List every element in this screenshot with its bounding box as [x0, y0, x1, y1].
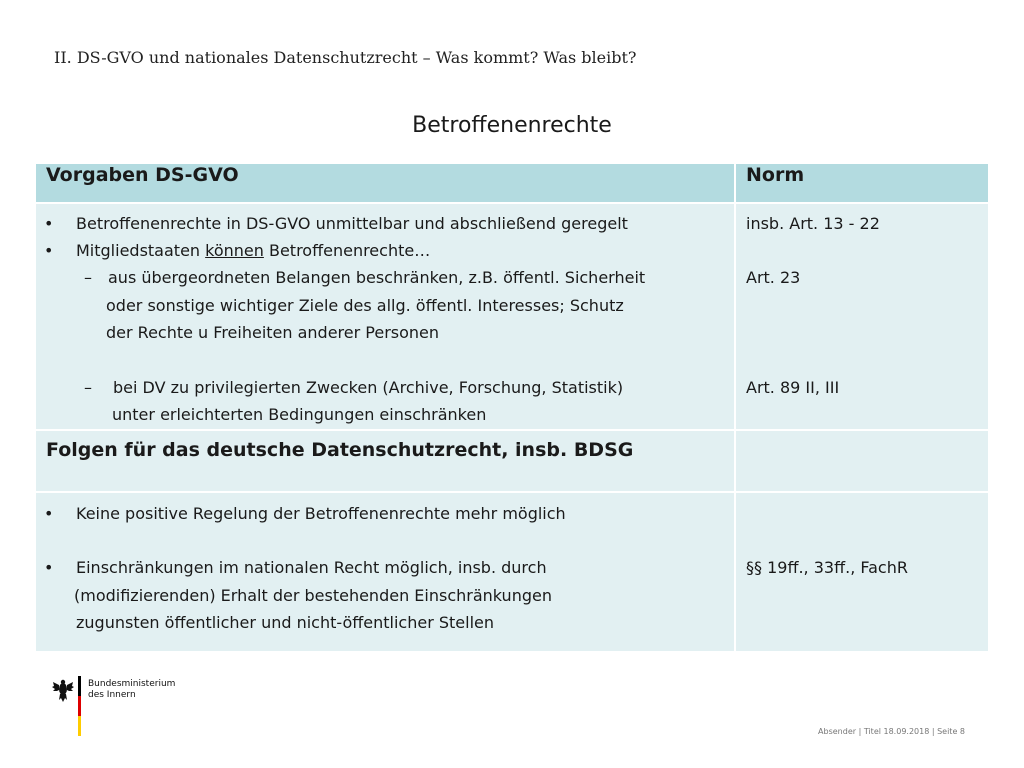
table-row	[35, 492, 989, 652]
logo-text	[88, 679, 175, 701]
col1-header: Vorgaben DS-GVO	[46, 164, 239, 186]
flag-black-stripe	[78, 676, 81, 696]
bullet-icon: •	[44, 504, 54, 523]
section1-norm-cell	[735, 203, 989, 430]
section2-header-empty-cell	[735, 430, 989, 492]
section2-norm1: §§ 19ff., 33ff., FachR	[746, 558, 908, 577]
table-row	[35, 203, 989, 430]
section2-header-row	[35, 430, 989, 492]
slide-title: Betroffenenrechte	[412, 113, 612, 138]
section1-dash1-line1: aus übergeordneten Belangen beschränken, z.B. öffentl. Sicherheit	[108, 268, 646, 287]
bullet2-pre: Mitgliedstaaten	[76, 241, 206, 260]
section2-header-cell	[35, 430, 735, 492]
col2-header: Norm	[746, 164, 805, 186]
footer-meta: Absender | Titel 18.09.2018 | Seite 8	[818, 727, 965, 736]
bullet-icon: •	[44, 558, 54, 577]
bullet2-post: Betroffenenrechte…	[263, 241, 431, 260]
dash-icon: –	[84, 378, 92, 397]
dash-icon: –	[84, 268, 92, 287]
header-cell-vorgaben	[35, 163, 735, 203]
section2-bullet1: Keine positive Regelung der Betroffenenrechte mehr möglich	[76, 504, 566, 523]
table-header-row	[35, 163, 989, 203]
section1-dash2-line2: unter erleichterten Bedingungen einschränken	[112, 405, 487, 424]
flag-gold-stripe	[78, 716, 81, 736]
section1-bullet1: Betroffenenrechte in DS-GVO unmittelbar und abschließend geregelt	[76, 214, 628, 233]
federal-eagle-icon	[52, 678, 74, 704]
section1-norm3: Art. 89 II, III	[746, 378, 840, 397]
header-cell-norm	[735, 163, 989, 203]
header-title: II. DS-GVO und nationales Datenschutzrecht – Was kommt? Was bleibt?	[54, 48, 637, 67]
section1-norm1: insb. Art. 13 - 22	[746, 214, 880, 233]
section1-norm2: Art. 23	[746, 268, 801, 287]
section1-content-cell	[35, 203, 735, 430]
section1-dash1-line3: der Rechte u Freiheiten anderer Personen	[106, 323, 440, 342]
section2-header: Folgen für das deutsche Datenschutzrecht, insb. BDSG	[46, 439, 634, 461]
section2-norm-cell	[735, 492, 989, 652]
section2-content-cell	[35, 492, 735, 652]
logo-line1: Bundesministerium	[88, 679, 176, 689]
flag-bar	[78, 676, 81, 736]
bullet2-underlined: können	[205, 241, 264, 260]
section1-bullet2	[76, 237, 430, 264]
bullet-icon: •	[44, 241, 54, 260]
section2-bullet2-line1: Einschränkungen im nationalen Recht möglich, insb. durch	[76, 558, 547, 577]
section2-bullet2-line3: zugunsten öffentlicher und nicht-öffentlicher Stellen	[76, 613, 495, 632]
bullet-icon: •	[44, 214, 54, 233]
section2-bullet2-line2: (modifizierenden) Erhalt der bestehenden Einschränkungen	[74, 586, 552, 605]
section1-dash1-line2: oder sonstige wichtiger Ziele des allg. öffentl. Interesses; Schutz	[106, 296, 624, 315]
section1-dash2-line1: bei DV zu privilegierten Zwecken (Archive, Forschung, Statistik)	[113, 378, 624, 397]
logo-line2: des Innern	[88, 690, 136, 700]
rights-table	[34, 162, 990, 653]
flag-red-stripe	[78, 696, 81, 716]
